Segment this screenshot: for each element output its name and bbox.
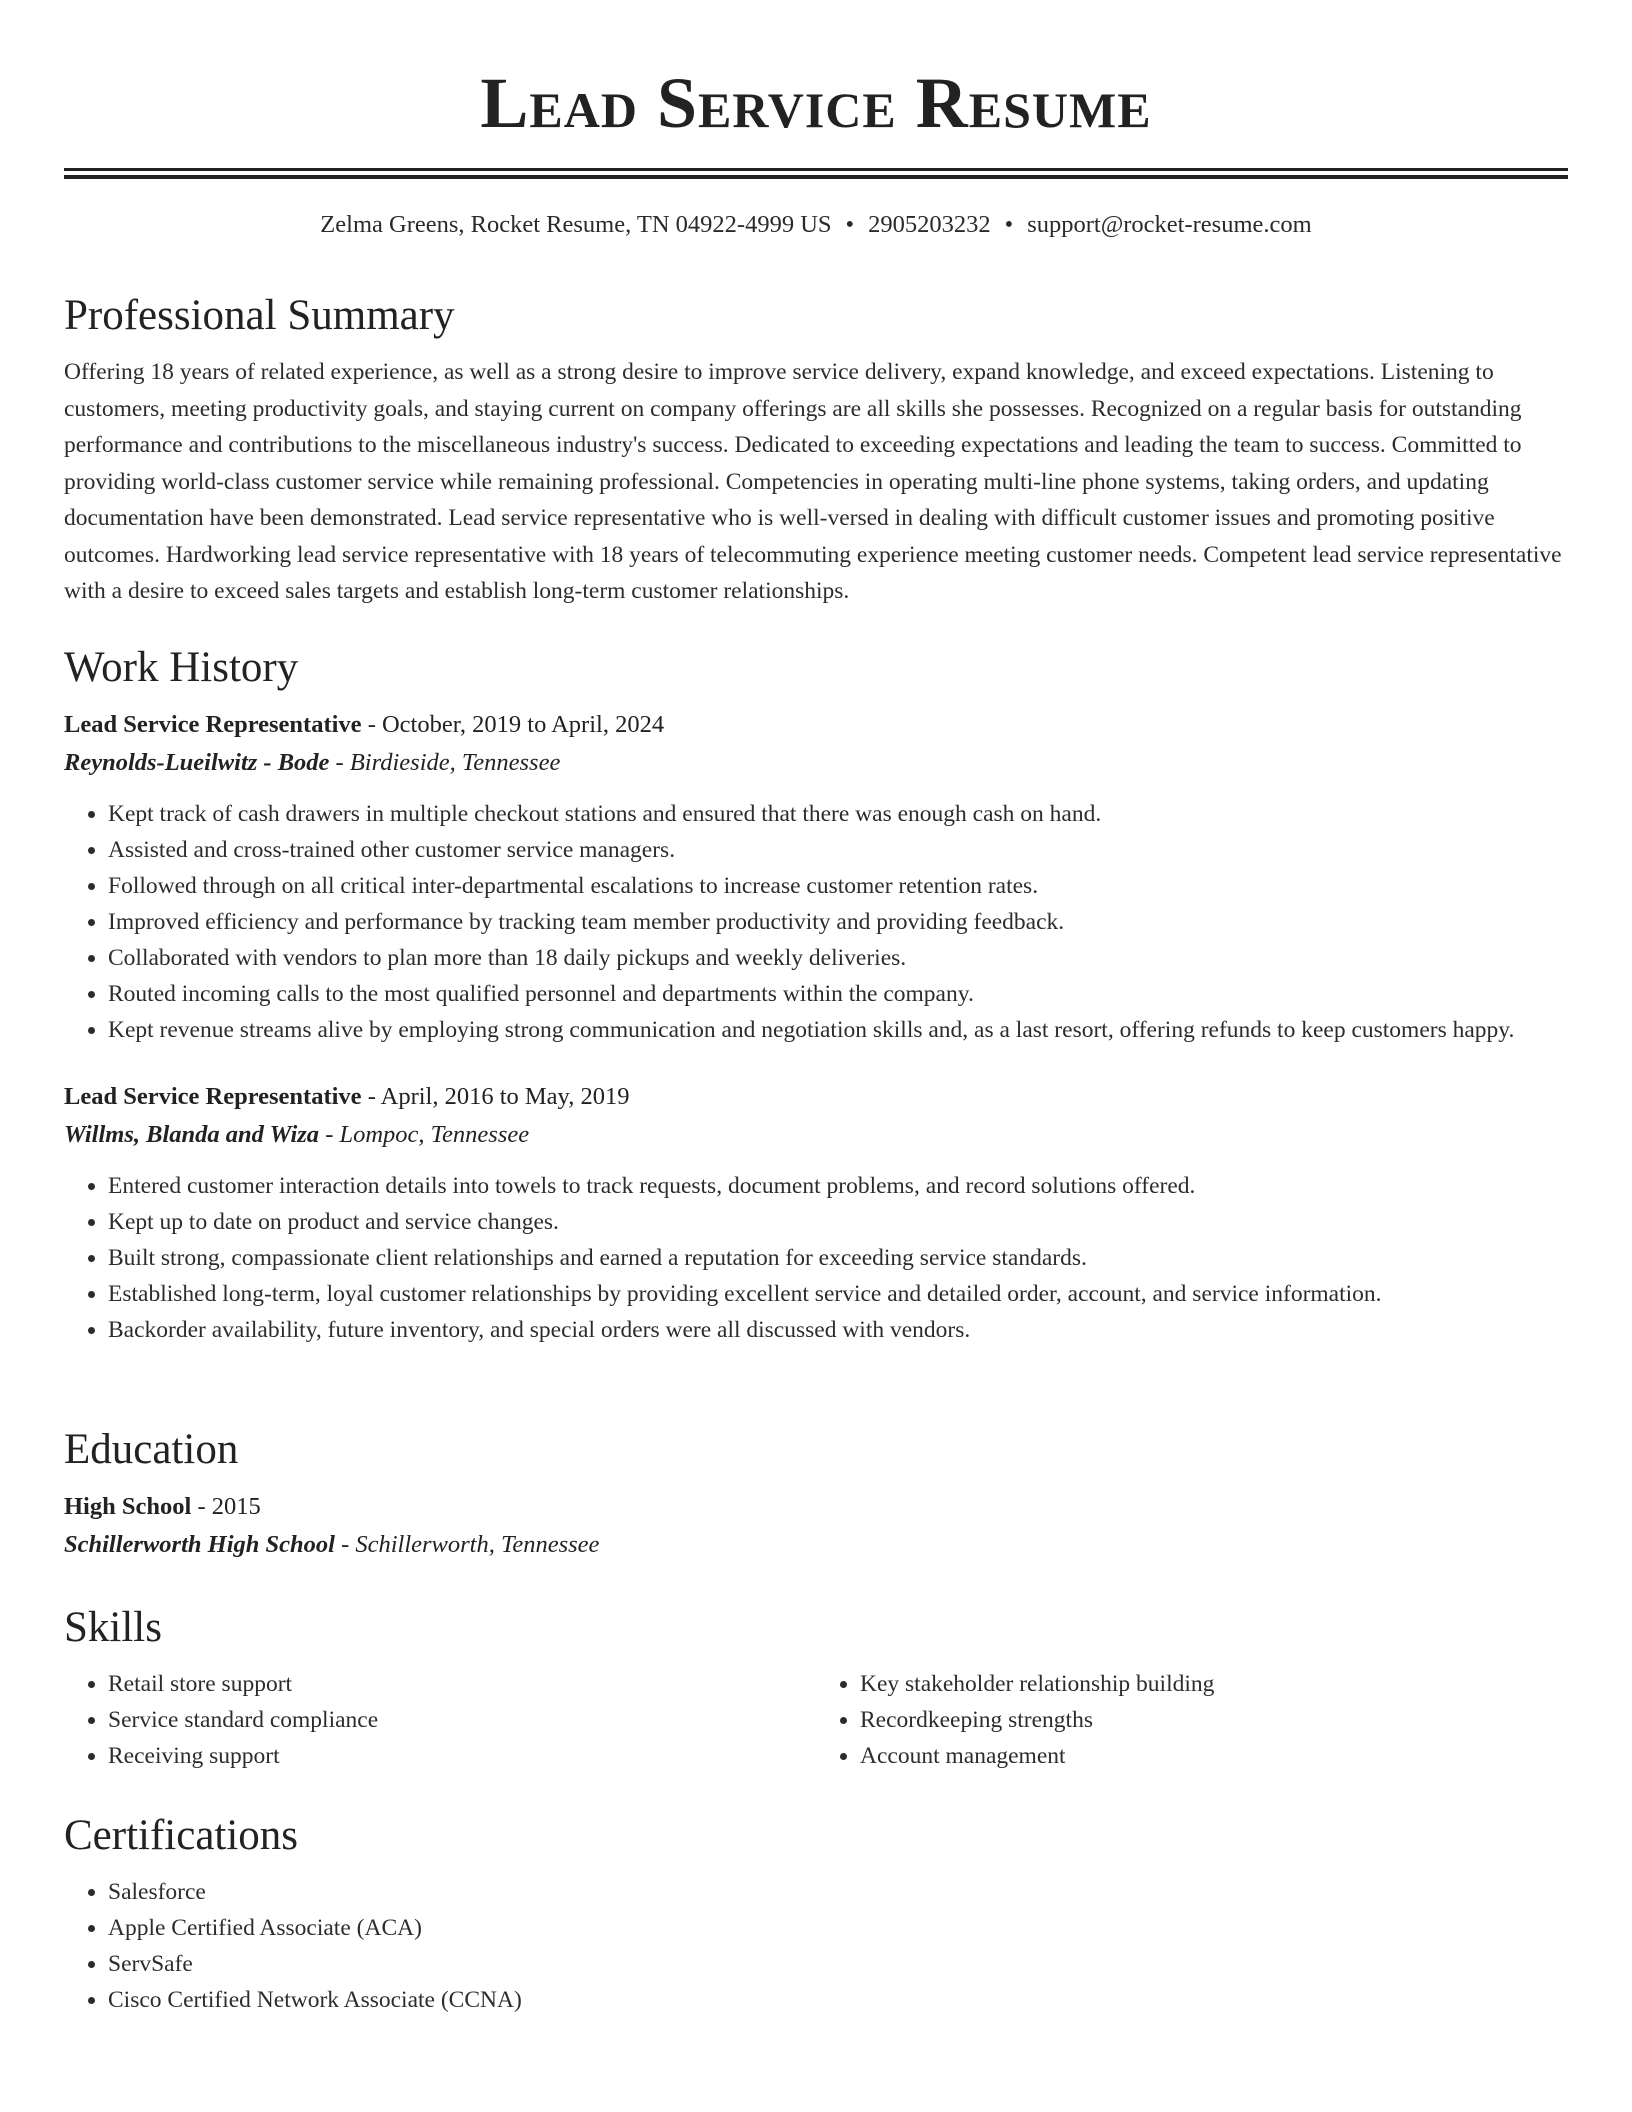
skills-list-left (64, 1666, 816, 1774)
job-company: Reynolds-Lueilwitz - Bode (64, 749, 330, 776)
job-location: - Birdieside, Tennessee (329, 749, 561, 776)
job-entry (64, 1078, 1568, 1348)
list-item: • Account management (860, 1738, 1568, 1774)
skills-heading: Skills (64, 1604, 162, 1651)
summary-heading: Professional Summary (64, 292, 455, 339)
job-entry (64, 706, 1568, 1048)
education-school-line (64, 1526, 1568, 1564)
list-item: • Salesforce (108, 1874, 1568, 1910)
job-company-line (64, 744, 1568, 782)
divider-line-bottom (64, 175, 1568, 179)
job-company: Willms, Blanda and Wiza (64, 1121, 320, 1148)
certifications-list (64, 1874, 1568, 2018)
summary-text: Offering 18 years of related experience, as well as a strong desire to improve service delivery, expand knowledge, and exceed expectations. Listening to customers, meeting productivity goals, and staying current on company offerings are all skills she possesses. Recognized on a regular basis for outstanding performance and contributions to the miscellaneous industry's success. Dedicated to exceeding expectations and leading the team to success. Committed to providing world-class customer service while remaining professional. Competencies in operating multi-line phone systems, taking orders, and updating documentation have been demonstrated. Lead service representative who is well-versed in dealing with difficult customer issues and promoting positive outcomes. Hardworking lead service representative with 18 years of telecommuting experience meeting customer needs. Competent lead service representative with a desire to exceed sales targets and establish long-term customer relationships. (64, 359, 1562, 604)
list-item: • Key stakeholder relationship building (860, 1666, 1568, 1702)
list-item: • Assisted and cross-trained other customer service managers. (108, 832, 1568, 868)
list-item: • Retail store support (108, 1666, 816, 1702)
skills-section (64, 1602, 1568, 1774)
list-item: • Apple Certified Associate (ACA) (108, 1910, 1568, 1946)
list-item: • Improved efficiency and performance by tracking team member productivity and providing feedback. (108, 904, 1568, 940)
work-history-heading: Work History (64, 644, 299, 691)
education-school: Schillerworth High School (64, 1531, 335, 1558)
education-year: - 2015 (191, 1493, 261, 1520)
contact-phone: 2905203232 (868, 211, 991, 238)
list-item: • Kept track of cash drawers in multiple checkout stations and ensured that there was enough cash on hand. (108, 796, 1568, 832)
list-item: • Built strong, compassionate client relationships and earned a reputation for exceeding service standards. (108, 1240, 1568, 1276)
education-location: - Schillerworth, Tennessee (334, 1531, 600, 1558)
list-item: • Backorder availability, future inventory, and special orders were all discussed with vendors. (108, 1312, 1568, 1348)
certifications-heading: Certifications (64, 1812, 299, 1859)
job-title: Lead Service Representative (64, 1083, 362, 1110)
contact-email: support@rocket-resume.com (1027, 211, 1312, 238)
resume-page (64, 0, 1568, 2013)
job-dates: - April, 2016 to May, 2019 (361, 1083, 630, 1110)
skills-columns (64, 1666, 1568, 1774)
divider-line-top (64, 168, 1568, 171)
list-item: • Kept up to date on product and service changes. (108, 1204, 1568, 1240)
education-section (64, 1424, 1568, 1564)
title-divider (64, 168, 1568, 179)
contact-separator: • (845, 211, 855, 238)
job-location: - Lompoc, Tennessee (319, 1121, 530, 1148)
list-item: • Receiving support (108, 1738, 816, 1774)
resume-title: Lead Service Resume (480, 63, 1152, 143)
list-item: • Collaborated with vendors to plan more than 18 daily pickups and weekly deliveries. (108, 940, 1568, 976)
list-item: • Kept revenue streams alive by employing strong communication and negotiation skills and, as a last resort, offering refunds to keep customers happy. (108, 1012, 1568, 1048)
list-item: • ServSafe (108, 1946, 1568, 1982)
list-item: • Followed through on all critical inter-departmental escalations to increase customer retention rates. (108, 868, 1568, 904)
certifications-section (64, 1810, 1568, 2018)
job-header (64, 1078, 1568, 1116)
work-history-section (64, 642, 1568, 1348)
list-item: • Entered customer interaction details into towels to track requests, document problems, and record solutions offered. (108, 1168, 1568, 1204)
contact-separator: • (1004, 211, 1014, 238)
job-title: Lead Service Representative (64, 711, 362, 738)
education-degree-line (64, 1488, 1568, 1526)
job-dates: - October, 2019 to April, 2024 (361, 711, 665, 738)
skills-list-right (816, 1666, 1568, 1774)
job-bullets (64, 1168, 1568, 1348)
job-header (64, 706, 1568, 744)
contact-line (64, 208, 1568, 242)
list-item: • Routed incoming calls to the most qualified personnel and departments within the company. (108, 976, 1568, 1012)
list-item: • Cisco Certified Network Associate (CCNA) (108, 1982, 1568, 2018)
summary-section (64, 290, 1568, 610)
list-item: • Service standard compliance (108, 1702, 816, 1738)
list-item: • Established long-term, loyal customer relationships by providing excellent service and detailed order, account, and service information. (108, 1276, 1568, 1312)
education-heading: Education (64, 1426, 239, 1473)
job-bullets (64, 796, 1568, 1048)
contact-address: Zelma Greens, Rocket Resume, TN 04922-4999 US (320, 211, 832, 238)
job-company-line (64, 1116, 1568, 1154)
list-item: • Recordkeeping strengths (860, 1702, 1568, 1738)
education-degree: High School (64, 1493, 192, 1520)
